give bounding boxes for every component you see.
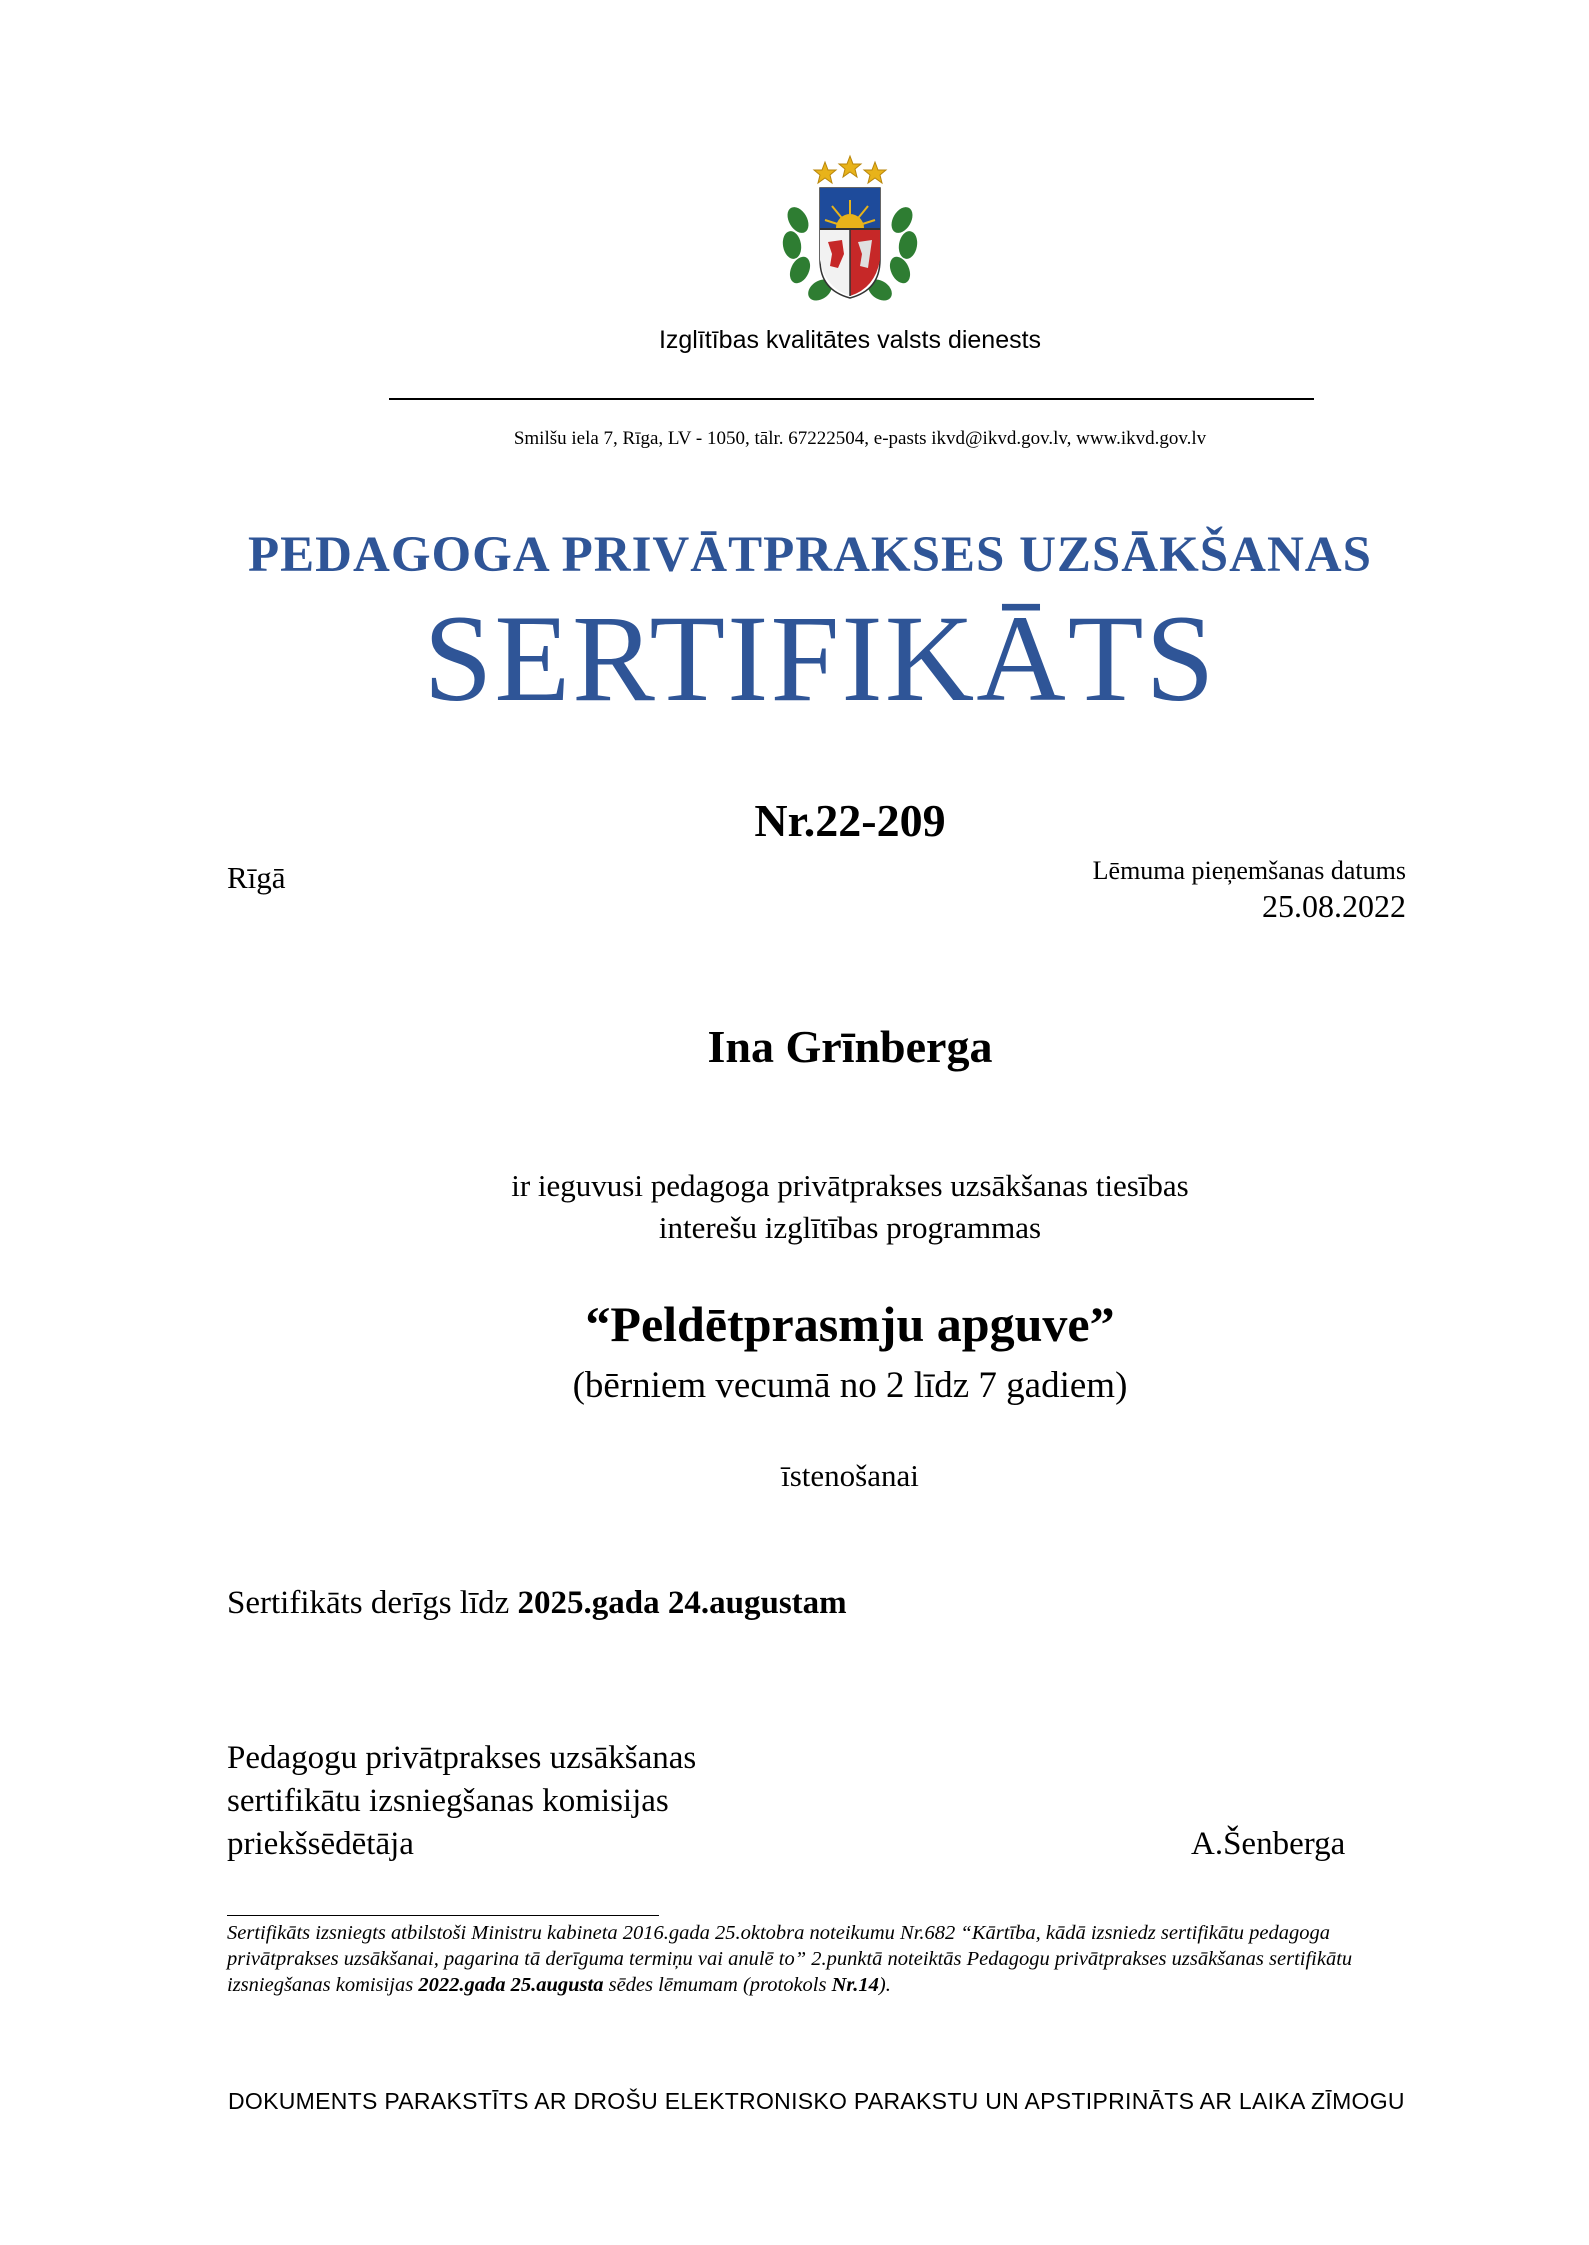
validity-statement (227, 1585, 847, 1622)
signatory-name: A.Šenberga (1191, 1826, 1346, 1862)
footnote-part1: Sertifikāts izsniegts atbilstoši Ministru kabineta 2016.gada 25.oktobra noteikumu Nr.682 “Kārtība, kādā izsniedz sertifikātu pedagoga privātprakses uzsākšanai, pagarina tā derīguma termiņu vai anulē to” 2.punktā noteiktās Pedagogu privātprakses uzsākšanas sertifikātu izsniegšanas komisijas (227, 1922, 1353, 1996)
rights-text-line2: interešu izglītības programmas (658, 1210, 1042, 1245)
program-audience: (bērniem vecumā no 2 līdz 7 gadiem) (572, 1365, 1128, 1406)
implementation-text: īstenošanai (781, 1458, 919, 1493)
program-title: “Peldētprasmju apguve” (585, 1296, 1115, 1352)
certificate-title-line1: PEDAGOGA PRIVĀTPRAKSES UZSĀKŠANAS (247, 527, 1373, 583)
validity-date: 2025.gada 24.augustam (517, 1585, 847, 1621)
committee-line2: sertifikātu izsniegšanas komisijas (227, 1783, 669, 1819)
footnote-part2: sēdes lēmumam (protokols (603, 1974, 832, 1996)
agency-name: Izglītības kvalitātes valsts dienests (658, 326, 1042, 354)
footnote (227, 1920, 1437, 1998)
footnote-session-date: 2022.gada 25.augusta (418, 1974, 604, 1996)
header-divider (389, 398, 1314, 400)
rights-text-line1: ir ieguvusi pedagoga privātprakses uzsākšanas tiesības (511, 1168, 1189, 1203)
electronic-signature-note: DOKUMENTS PARAKSTĪTS AR DROŠU ELEKTRONISKO PARAKSTU UN APSTIPRINĀTS AR LAIKA ZĪMOGU (228, 2088, 1405, 2114)
committee-line1: Pedagogu privātprakses uzsākšanas (227, 1740, 697, 1776)
latvian-coat-of-arms-icon (770, 150, 930, 310)
holder-name: Ina Grīnberga (707, 1021, 993, 1072)
footnote-divider (227, 1915, 659, 1916)
issue-city: Rīgā (227, 860, 286, 895)
validity-prefix: Sertifikāts derīgs līdz (227, 1585, 518, 1621)
certificate-title-line2: SERTIFIKĀTS (423, 590, 1217, 727)
committee-line3: priekšsēdētāja (227, 1826, 414, 1862)
decision-date: 25.08.2022 (1262, 888, 1406, 924)
decision-date-label: Lēmuma pieņemšanas datums (1092, 856, 1406, 885)
agency-address: Smilšu iela 7, Rīga, LV - 1050, tālr. 67222504, e-pasts ikvd@ikvd.gov.lv, www.ikvd.gov.lv (513, 428, 1207, 449)
certificate-number: Nr.22-209 (754, 795, 946, 846)
footnote-protocol: Nr.14 (831, 1974, 879, 1996)
footnote-part3: ). (878, 1974, 891, 1996)
